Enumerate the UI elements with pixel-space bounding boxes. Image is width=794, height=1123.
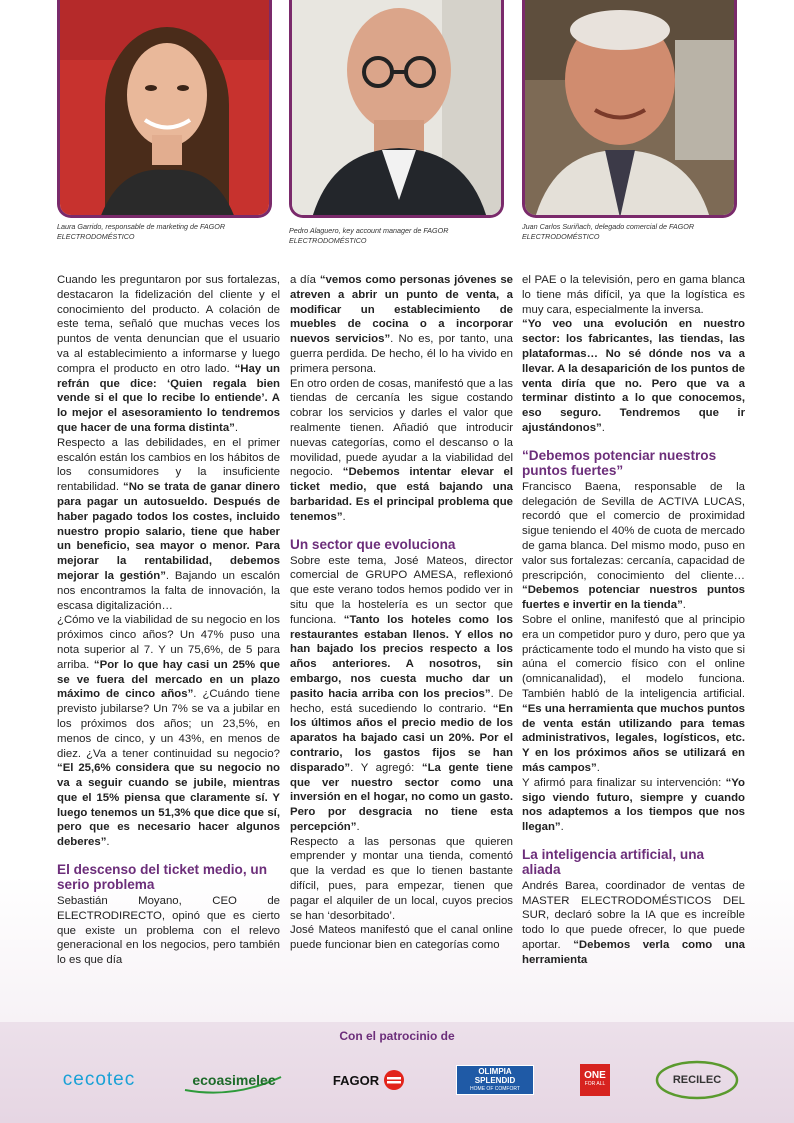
paragraph: Cuando les preguntaron por sus fortalezas, destacaron la fidelización del cliente y el conocimiento del producto. A colación de este tema, señaló que muchas veces los puntos de venta denuncian que el usuario va al establecimiento a informarse y luego compra el producto en otro lado. “Hay un refrán que dice: ‘Quien regala bien vende si el que lo recibe lo entiende’. A lo mejor el asesoramiento lo tendremos que hacer de una forma distinta”. [57,274,281,434]
fagor-mark-icon [383,1069,405,1091]
fagor-logo: FAGOR [328,1063,410,1097]
section-heading: El descenso del ticket medio, un serio problema [57,862,268,893]
caption-juan: Juan Carlos Suriñach, delegado comercial de FAGOR ELECTRODOMÉSTICO [522,222,695,241]
paragraph: Y afirmó para finalizar su intervención: “Yo sigo viendo futuro, siempre y cuando nos adaptemos a los tiempos que nos llegan”. [522,776,746,834]
quote: “La gente tiene que ver nuestro sector como una inversión en el hogar, no como un gasto. Pero por desgracia no tiene esta percepción” [290,761,513,833]
quote: “vemos como personas jóvenes se atreven a abrir un punto de venta, a modificar un establecimiento de muebles de cocina o a incorporar nuevos servicios” [290,274,514,346]
paragraph: Sobre este tema, José Mateos, director comercial de GRUPO AMESA, reflexionó que este verano todos hemos podido ver in situ que la hostelería es un sector que funciona. “Tanto los hoteles como los restaurantes estaban llenos. Y ellos no han bajado los precios respecto a los años anteriores. A nosotros, sin embargo, nos cuesta mucho dar un pasito hacia arriba con los precios”. De hecho, está sucediendo lo contrario. “En los últimos años el precio medio de los aparatos ha bajado casi un 20%. Por el contrario, los gastos fijos se han disparado”. Y agregó: “La gente tiene que ver nuestro sector como una inversión en el hogar, no como un gasto. Pero por desgracia no tiene esta percepción”. [290,554,513,833]
quote: “No se trata de ganar dinero para pagar un autosueldo. Después de haber pagado todos los costes, incluido nuestro propio salario, tiene que haber un beneficio, sea mayor o menor. Para mejorar la rentabilidad, debemos mejorar la gestión” [57,481,280,582]
paragraph: “Yo veo una evolución en nuestro sector: los fabricantes, las tiendas, las plataformas… No sé dónde nos va a llevar. A la desaparición de los puntos de venta diría que no. Pero que va a terminar distinto a lo que conocemos, eso seguro. Tendremos que ir ajustándonos”. [522,318,745,434]
article-column-1 [57,273,280,968]
photo-laura-garrido [57,0,272,218]
paragraph: a día “vemos como personas jóvenes se atreven a abrir un punto de venta, a modificar un establecimiento de muebles de cocina o a incorporar nuevos servicios”. No es, por tanto, una guerra perdida. De hecho, él lo ha vivido en primera persona. [290,274,514,375]
quote: “Debemos potenciar nuestros puntos fuertes e invertir en la tienda” [522,584,745,612]
article-column-2 [290,273,513,953]
section-heading: La inteligencia artificial, una aliada [522,846,705,877]
paragraph: Sobre el online, manifestó que al principio era un competidor puro y duro, pero que ya prácticamente todo el mundo ha visto que si aúna el comercio físico con el online (omnicanalidad), el modelo funciona. También habló de la inteligencia artificial. “Es una herramienta que muchos puntos de venta están utilizando para temas administrativos, legales, logísticos, etc. Y en los próximos años se utilizará en más campos”. [522,613,745,774]
quote: “Es una herramienta que muchos puntos de venta están utilizando para temas administrativos, legales, logísticos, etc. Y en los próximos años se utilizará en más campos” [522,702,745,774]
paragraph: Andrés Barea, coordinador de ventas de MASTER ELECTRODOMÉSTICOS DEL SUR, declaró sobre la IA que es increíble todo lo que puede ofrecer, lo que puede aportar. “Debemos verla como una herramienta [522,879,745,966]
caption-laura: Laura Garrido, responsable de marketing de FAGOR ELECTRODOMÉSTICO [57,222,226,241]
paragraph: Sebastián Moyano, CEO de ELECTRODIRECTO, opinó que es cierto que existe un problema con el relevo generacional en los negocios, pero también lo es que día [57,895,280,967]
quote: “Yo sigo viendo futuro, siempre y cuando nos adaptemos a los tiempos que nos llegan” [522,776,746,834]
olimpia-splendid-logo: OLIMPIA SPLENDID HOME OF COMFORT [455,1063,535,1097]
section-heading: Un sector que evoluciona [290,536,456,552]
caption-pedro: Pedro Alaguero, key account manager de FAGOR ELECTRODOMÉSTICO [289,226,449,245]
quote: “Debemos verla como una herramienta [522,939,745,966]
paragraph: Respecto a las personas que quieren emprender y montar una tienda, comentó que la verdad es que lo tienen bastante difícil, pues, para empezar, tienen que pagar el alquiler de un local, cuyos precios se han ‘desorbitado’. [290,835,513,922]
quote: “Tanto los hoteles como los restaurantes estaban llenos. Y ellos no han bajado los precios respecto a los años anteriores. A nosotros, sin embargo, nos cuesta mucho dar un pasito hacia arriba con los precios” [290,613,513,700]
quote: “En los últimos años el precio medio de los aparatos ha bajado casi un 20%. Por el contrario, los gastos fijos se han disparado” [290,702,513,774]
paragraph: Respecto a las debilidades, en el primer escalón están los cambios en los hábitos de los consumidores y la insuficiente rentabilidad. “No se trata de ganar dinero para pagar un autosueldo. Después de haber pagado todos los costes, incluido nuestro propio salario, tiene que haber un beneficio, sea mayor o menor. Para mejorar la rentabilidad, debemos mejorar la gestión”. Bajando un escalón nos encontramos la falta de innovación, la escasa digitalización… [57,436,280,612]
one-for-all-logo: ONE FOR ALL [579,1063,611,1097]
quote: “Yo veo una evolución en nuestro sector: los fabricantes, las tiendas, las plataformas… No sé dónde nos va a llevar. A la desaparición de los puntos de venta diría que no. Pero que va a terminar distinto a lo que conocemos, eso seguro. Tendremos que ir ajustándonos” [522,318,745,434]
cecotec-logo: cecotec [62,1069,136,1090]
photo-juan-carlos-surinach [522,0,737,218]
paragraph: el PAE o la televisión, pero en gama blanca lo tiene más difícil, ya que la logística es muy cara, especialmente la inversa. [522,274,745,316]
photo-pedro-alaguero [289,0,504,218]
quote: “Hay un refrán que dice: ‘Quien regala bien vende si el que lo recibe lo entiende’. A lo mejor el asesoramiento lo tendremos que hacer de una forma distinta” [57,362,281,434]
paragraph: En otro orden de cosas, manifestó que a las tiendas de cercanía les sigue costando cobrar los servicios y darles el valor que realmente tienen. Añadió que introducir nuevas categorías, como el descanso o la movilidad, puede ayudar a la viabilidad del negocio. “Debemos intentar elevar el ticket medio, que está bajando una barbaridad. Es el principal problema que tenemos”. [290,377,513,523]
quote: “El 25,6% considera que su negocio no va a seguir cuando se jubile, mientras que el 15% piensa que claramente sí. Y luego tenemos un 51,3% que dice que sí, pero que es necesario hacer algunos deberes” [57,762,280,849]
paragraph: ¿Cómo ve la viabilidad de su negocio en los próximos cinco años? Un 47% puso una nota superior al 7. Y un 75,6%, de 5 para arriba. “Por lo que hay casi un 25% que se ve fuera del mercado en un plazo máximo de cinco años”. ¿Cuándo tiene previsto jubilarse? Un 7% se va a jubilar en los próximos dos años; un 23,5%, en menos de cinco, y un 43%, en menos de diez. ¿Va a tener continuidad su negocio? “El 25,6% considera que su negocio no va a seguir cuando se jubile, mientras que el 15% piensa que claramente sí. Y luego tenemos un 51,3% que dice que sí, pero que es necesario hacer algunos deberes”. [57,614,280,849]
ecoasimelec-logo: ecoasimelec [181,1063,287,1097]
quote: “Por lo que hay casi un 25% que se ve fuera del mercado en un plazo máximo de cinco años” [57,658,280,701]
paragraph: José Mateos manifestó que el canal online puede funcionar bien en categorías como [290,924,513,952]
section-heading: “Debemos potenciar nuestros puntos fuertes” [522,447,717,478]
article-column-3 [522,273,745,968]
recilec-logo: RECILEC [654,1063,740,1097]
paragraph: Francisco Baena, responsable de la delegación de Sevilla de ACTIVA LUCAS, recordó que el comercio de proximidad sigue teniendo el 40% de cuota de mercado de gama blanca. Del mismo modo, puso en valor sus fortalezas: cercanía, capacidad de prescripción, conocimiento del cliente… “Debemos potenciar nuestros puntos fuertes e invertir en la tienda”. [522,480,745,612]
quote: “Debemos intentar elevar el ticket medio, que está bajando una barbaridad. Es el principal problema que tenemos” [290,466,513,523]
sponsor-title: Con el patrocinio de [339,1029,455,1043]
